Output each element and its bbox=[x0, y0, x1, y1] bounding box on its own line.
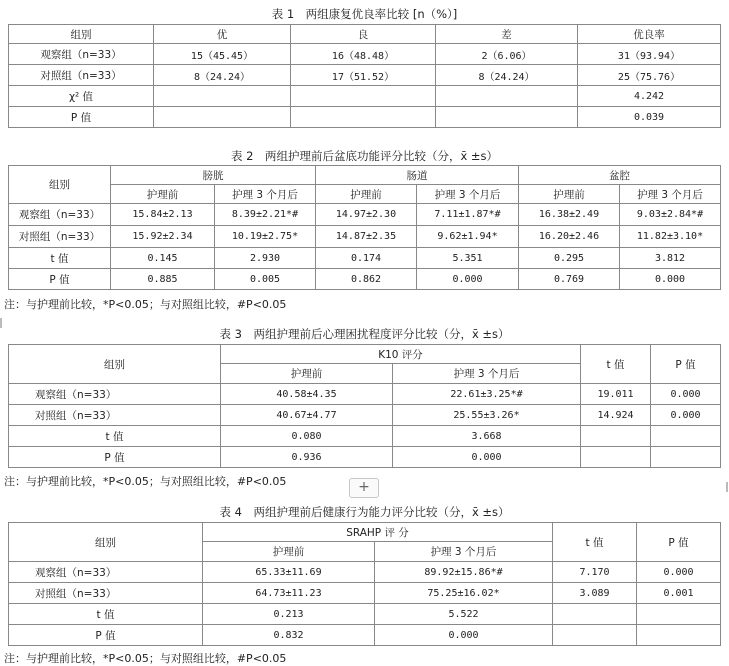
table-row bbox=[9, 447, 721, 468]
table2-subheader: 护理 3 个月后 bbox=[417, 185, 519, 204]
table3 bbox=[8, 344, 721, 468]
table-cell: 10.19±2.75* bbox=[215, 226, 316, 248]
table-cell bbox=[154, 86, 291, 107]
table4 bbox=[8, 522, 721, 646]
table-cell: 3.668 bbox=[393, 426, 581, 447]
row-label: χ² 值 bbox=[9, 86, 154, 107]
table-cell: 7.11±1.87*# bbox=[417, 204, 519, 226]
table-cell bbox=[291, 86, 436, 107]
table-row bbox=[9, 44, 721, 65]
table2 bbox=[8, 165, 721, 290]
table2-title: 表 2 两组护理前后盆底功能评分比较（分，x̄ ±s） bbox=[230, 149, 499, 163]
row-label: t 值 bbox=[9, 248, 111, 269]
row-label: P 值 bbox=[9, 269, 111, 290]
table-cell: 40.58±4.35 bbox=[221, 384, 393, 405]
table1-header: 优良率 bbox=[578, 25, 721, 44]
table2-subheader: 护理 3 个月后 bbox=[215, 185, 316, 204]
table-cell: 0.000 bbox=[620, 269, 721, 290]
editor-edge-mark bbox=[726, 482, 728, 492]
row-label: t 值 bbox=[9, 604, 203, 625]
table-cell: 0.000 bbox=[651, 384, 721, 405]
table2-category-header: 肠道 bbox=[316, 166, 519, 185]
table-row bbox=[9, 562, 721, 583]
table-cell: 0.000 bbox=[417, 269, 519, 290]
table-cell: 7.170 bbox=[553, 562, 637, 583]
table-cell: 0.000 bbox=[651, 405, 721, 426]
table1-header: 良 bbox=[291, 25, 436, 44]
table4-title: 表 4 两组护理前后健康行为能力评分比较（分，x̄ ±s） bbox=[219, 505, 510, 519]
table2-note: 注：与护理前比较，*P<0.05；与对照组比较，#P<0.05 bbox=[4, 298, 287, 311]
table-cell: 0.001 bbox=[637, 583, 721, 604]
row-label: 对照组（n=33） bbox=[9, 405, 221, 426]
table3-t-header: t 值 bbox=[581, 345, 651, 384]
table-cell bbox=[651, 447, 721, 468]
table-row bbox=[9, 426, 721, 447]
table-cell: 0.295 bbox=[519, 248, 620, 269]
editor-edge-mark bbox=[0, 318, 2, 328]
row-label: t 值 bbox=[9, 426, 221, 447]
row-label: P 值 bbox=[9, 625, 203, 646]
table4-t-header: t 值 bbox=[553, 523, 637, 562]
table-cell: 0.000 bbox=[393, 447, 581, 468]
table-cell: 75.25±16.02* bbox=[375, 583, 553, 604]
table1-header: 差 bbox=[436, 25, 578, 44]
table2-group-header: 组别 bbox=[9, 166, 111, 204]
table-cell: 11.82±3.10* bbox=[620, 226, 721, 248]
table-cell: 16.20±2.46 bbox=[519, 226, 620, 248]
table-row bbox=[9, 248, 721, 269]
table3-subheader: 护理 3 个月后 bbox=[393, 364, 581, 384]
table-cell: 14.87±2.35 bbox=[316, 226, 417, 248]
table1 bbox=[8, 24, 721, 128]
table-cell: 2（6.06） bbox=[436, 44, 578, 65]
table2-group-row bbox=[9, 166, 721, 185]
table-cell: 64.73±11.23 bbox=[203, 583, 375, 604]
table-cell bbox=[553, 604, 637, 625]
table-cell: 25（75.76） bbox=[578, 65, 721, 86]
table-cell: 31（93.94） bbox=[578, 44, 721, 65]
table4-subheader: 护理前 bbox=[203, 542, 375, 562]
table4-subheader: 护理 3 个月后 bbox=[375, 542, 553, 562]
table-cell: 16.38±2.49 bbox=[519, 204, 620, 226]
table-row bbox=[9, 583, 721, 604]
table-cell: 0.000 bbox=[637, 562, 721, 583]
row-label: 观察组（n=33） bbox=[9, 204, 111, 226]
table3-subheader: 护理前 bbox=[221, 364, 393, 384]
table-cell: 0.080 bbox=[221, 426, 393, 447]
table-cell: 4.242 bbox=[578, 86, 721, 107]
table-cell: 8（24.24） bbox=[436, 65, 578, 86]
table-cell: 16（48.48） bbox=[291, 44, 436, 65]
table2-subheader: 护理前 bbox=[519, 185, 620, 204]
table3-p-header: P 值 bbox=[651, 345, 721, 384]
table2-category-header: 膀胱 bbox=[111, 166, 316, 185]
table-row bbox=[9, 405, 721, 426]
table2-subheader: 护理 3 个月后 bbox=[620, 185, 721, 204]
table3-note: 注：与护理前比较，*P<0.05；与对照组比较，#P<0.05 bbox=[4, 475, 287, 488]
table-cell: 19.011 bbox=[581, 384, 651, 405]
row-label: P 值 bbox=[9, 107, 154, 128]
table-cell: 0.862 bbox=[316, 269, 417, 290]
table-cell bbox=[651, 426, 721, 447]
table-cell bbox=[291, 107, 436, 128]
table-cell: 0.936 bbox=[221, 447, 393, 468]
table-cell: 0.769 bbox=[519, 269, 620, 290]
table-cell: 0.039 bbox=[578, 107, 721, 128]
table-cell: 3.089 bbox=[553, 583, 637, 604]
table-cell: 14.924 bbox=[581, 405, 651, 426]
table4-note: 注：与护理前比较，*P<0.05；与对照组比较，#P<0.05 bbox=[4, 652, 287, 665]
row-label: 观察组（n=33） bbox=[9, 44, 154, 65]
table-cell: 40.67±4.77 bbox=[221, 405, 393, 426]
table-row bbox=[9, 86, 721, 107]
table-cell: 65.33±11.69 bbox=[203, 562, 375, 583]
table-cell: 15（45.45） bbox=[154, 44, 291, 65]
table-cell: 0.213 bbox=[203, 604, 375, 625]
row-label: 对照组（n=33） bbox=[9, 226, 111, 248]
table1-header: 优 bbox=[154, 25, 291, 44]
row-label: 对照组（n=33） bbox=[9, 65, 154, 86]
table-cell: 9.03±2.84*# bbox=[620, 204, 721, 226]
table-cell bbox=[553, 625, 637, 646]
table-cell: 0.885 bbox=[111, 269, 215, 290]
row-label: 对照组（n=33） bbox=[9, 583, 203, 604]
table2-subheader: 护理前 bbox=[111, 185, 215, 204]
table-cell bbox=[581, 447, 651, 468]
table-cell: 15.84±2.13 bbox=[111, 204, 215, 226]
table-cell: 15.92±2.34 bbox=[111, 226, 215, 248]
table-cell: 0.832 bbox=[203, 625, 375, 646]
table-cell: 22.61±3.25*# bbox=[393, 384, 581, 405]
table1-header: 组别 bbox=[9, 25, 154, 44]
table4-p-header: P 值 bbox=[637, 523, 721, 562]
table-cell: 5.522 bbox=[375, 604, 553, 625]
table-cell: 89.92±15.86*# bbox=[375, 562, 553, 583]
table-row bbox=[9, 65, 721, 86]
table-cell: 3.812 bbox=[620, 248, 721, 269]
table-cell: 14.97±2.30 bbox=[316, 204, 417, 226]
table-row bbox=[9, 107, 721, 128]
table-cell: 2.930 bbox=[215, 248, 316, 269]
table-cell: 0.005 bbox=[215, 269, 316, 290]
table-cell bbox=[581, 426, 651, 447]
table-cell bbox=[436, 86, 578, 107]
table-cell: 8.39±2.21*# bbox=[215, 204, 316, 226]
table4-group-row bbox=[9, 523, 721, 542]
table-row bbox=[9, 226, 721, 248]
table-cell bbox=[637, 625, 721, 646]
table-cell bbox=[154, 107, 291, 128]
table-row bbox=[9, 269, 721, 290]
table4-scale-header: SRAHP 评 分 bbox=[203, 523, 553, 542]
table-row bbox=[9, 204, 721, 226]
table-cell: 8（24.24） bbox=[154, 65, 291, 86]
table-cell: 0.000 bbox=[375, 625, 553, 646]
table-cell bbox=[637, 604, 721, 625]
table-row bbox=[9, 625, 721, 646]
table-cell bbox=[436, 107, 578, 128]
table-row bbox=[9, 384, 721, 405]
table-cell: 0.145 bbox=[111, 248, 215, 269]
table3-group-header: 组别 bbox=[9, 345, 221, 384]
table3-scale-header: K10 评分 bbox=[221, 345, 581, 364]
table3-group-row bbox=[9, 345, 721, 364]
row-label: 观察组（n=33） bbox=[9, 562, 203, 583]
table-cell: 0.174 bbox=[316, 248, 417, 269]
table4-group-header: 组别 bbox=[9, 523, 203, 562]
table-cell: 5.351 bbox=[417, 248, 519, 269]
add-block-button[interactable]: + bbox=[349, 478, 379, 498]
table1-header-row bbox=[9, 25, 721, 44]
table-cell: 25.55±3.26* bbox=[393, 405, 581, 426]
table2-category-header: 盆腔 bbox=[519, 166, 721, 185]
table1-title: 表 1 两组康复优良率比较 [n（%）] bbox=[271, 7, 458, 21]
table-cell: 17（51.52） bbox=[291, 65, 436, 86]
row-label: 观察组（n=33） bbox=[9, 384, 221, 405]
table2-subheader-row bbox=[9, 185, 721, 204]
table-cell: 9.62±1.94* bbox=[417, 226, 519, 248]
table-row bbox=[9, 604, 721, 625]
table2-subheader: 护理前 bbox=[316, 185, 417, 204]
row-label: P 值 bbox=[9, 447, 221, 468]
table3-title: 表 3 两组护理前后心理困扰程度评分比较（分，x̄ ±s） bbox=[219, 327, 510, 341]
